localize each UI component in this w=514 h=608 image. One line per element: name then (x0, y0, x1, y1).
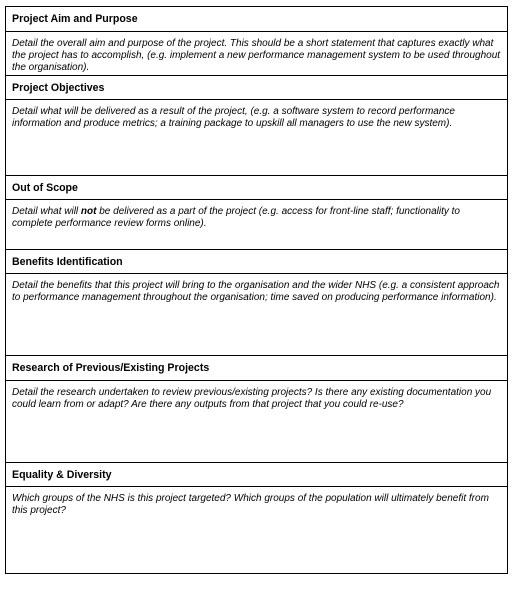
guidance-text-part: be delivered as a part of the project (e.g. access for front-line staff; functionality to complete performance review forms online). (12, 205, 460, 229)
guidance-text-emphasis: not (80, 205, 97, 217)
section-guidance-text: Detail what will be delivered as a result of the project, (e.g. a software system to record performance information and produce metrics; a training package to upskill all managers to use the new system). (6, 99, 508, 175)
section-body-row (6, 380, 508, 462)
section-heading-row (6, 7, 508, 32)
section-guidance-text: Which groups of the NHS is this project targeted? Which groups of the population will ultimately benefit from this project? (6, 486, 508, 573)
section-heading-row (6, 355, 508, 380)
section-heading-row (6, 75, 508, 99)
section-heading: Project Aim and Purpose (6, 7, 508, 32)
guidance-text-part: Detail what will (12, 205, 81, 217)
project-template-table (5, 6, 508, 574)
section-heading: Project Objectives (6, 75, 508, 99)
section-body-row (6, 99, 508, 175)
section-guidance-text: Detail the overall aim and purpose of the project. This should be a short statement that captures exactly what the project has to accomplish, (e.g. implement a new performance management system to be used throughout the organisation). (6, 32, 508, 76)
section-body-row (6, 199, 508, 249)
section-heading: Benefits Identification (6, 249, 508, 273)
section-guidance-text: Detail the benefits that this project will bring to the organisation and the wider NHS (e.g. a consistent approach to performance management throughout the organisation; time saved on producing performance information). (6, 273, 508, 355)
section-heading-row (6, 175, 508, 199)
section-heading-row (6, 462, 508, 486)
section-body-row (6, 32, 508, 76)
section-heading: Equality & Diversity (6, 462, 508, 486)
section-body-row (6, 273, 508, 355)
section-heading: Out of Scope (6, 175, 508, 199)
section-body-row (6, 486, 508, 573)
section-guidance-text: Detail the research undertaken to review previous/existing projects? Is there any existing documentation you could learn from or adapt? Are there any outputs from that project that you could re-use? (6, 380, 508, 462)
section-heading-row (6, 249, 508, 273)
section-guidance-text (6, 199, 508, 249)
section-heading: Research of Previous/Existing Projects (6, 355, 508, 380)
